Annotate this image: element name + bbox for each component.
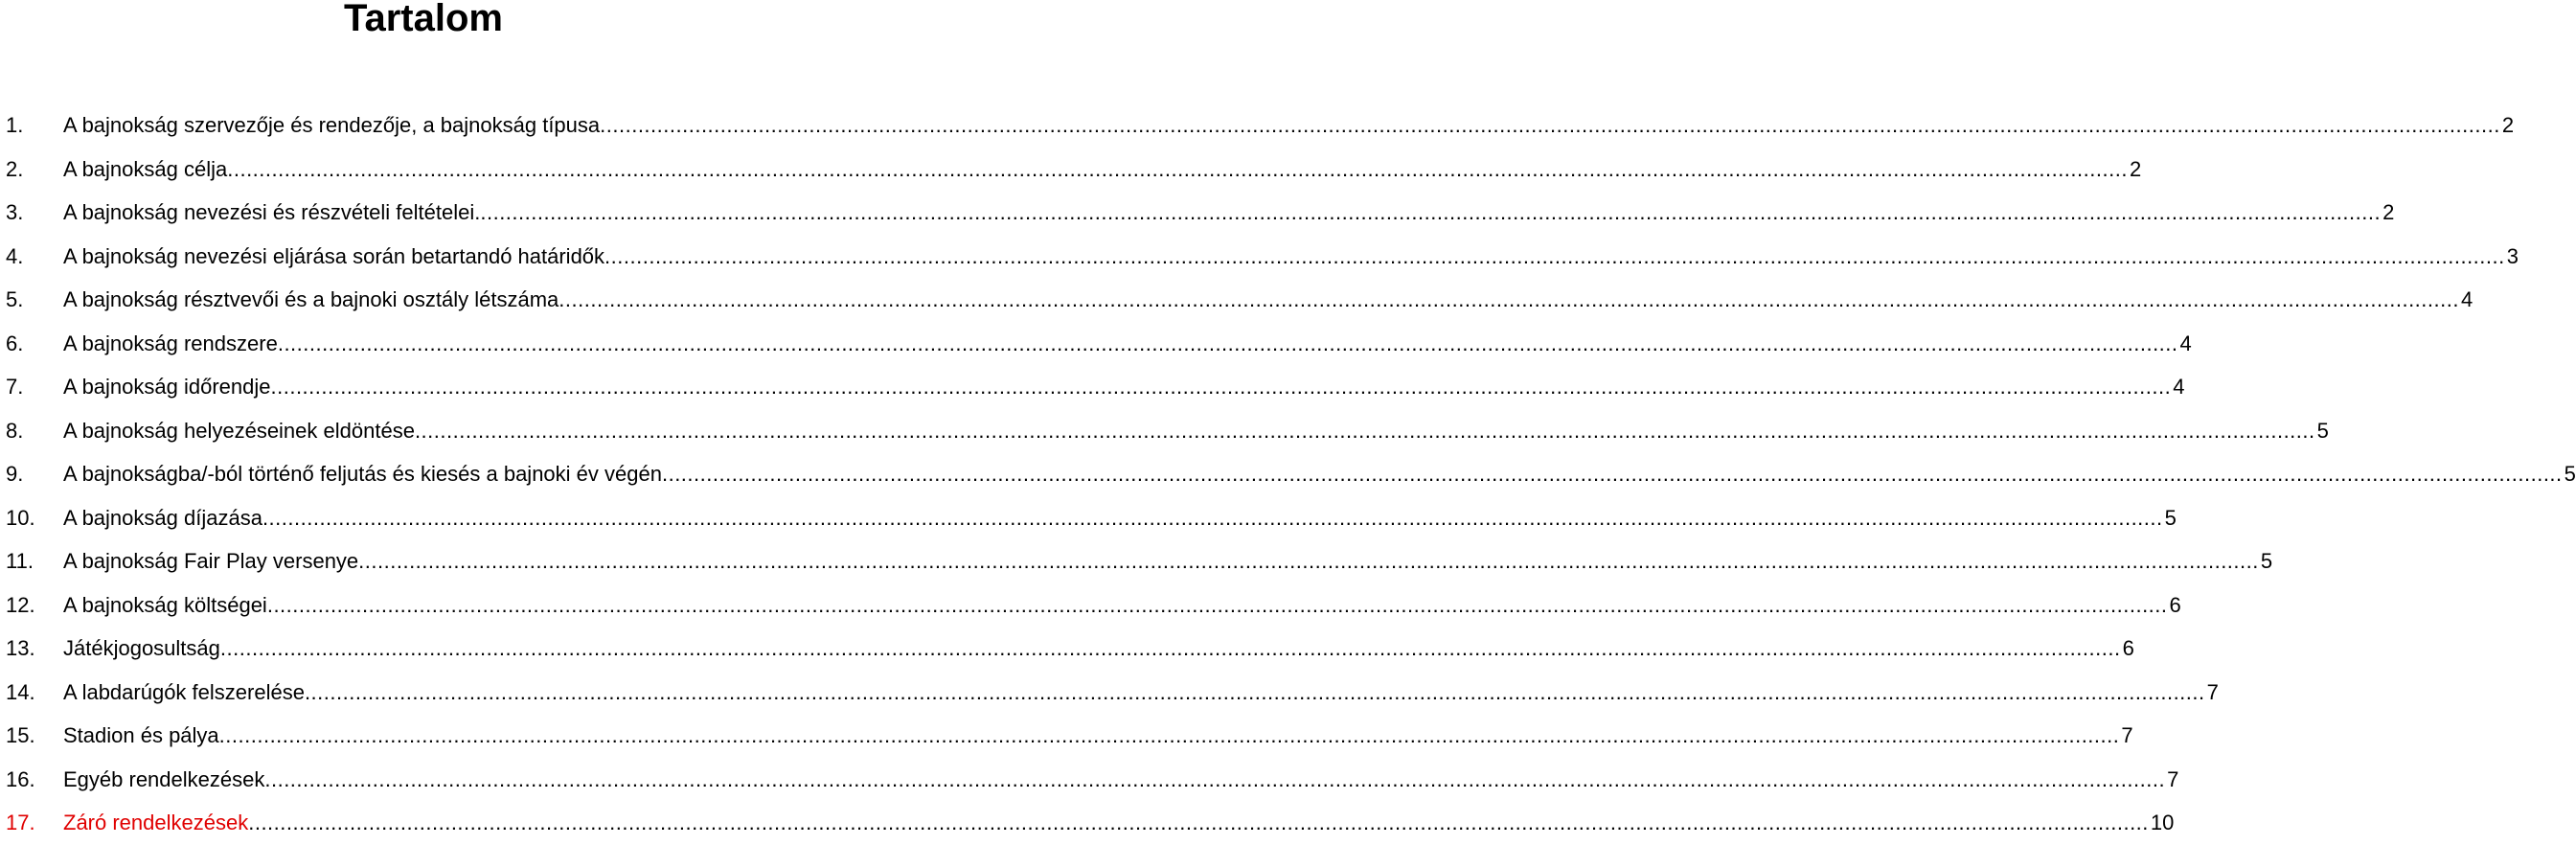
toc-entry-page: 10 [2150, 811, 2175, 834]
toc-entry-title: A bajnokság költségei [63, 592, 267, 617]
toc-entry-title: Záró rendelkezések [63, 811, 249, 834]
toc-entry-page: 4 [2179, 331, 2192, 355]
toc-entry[interactable] [0, 583, 2181, 628]
toc-entry-page: 3 [2506, 243, 2519, 268]
toc-entry-highlighted[interactable] [0, 801, 2175, 845]
dot-leader: ............................................................................................................................................................................................................................................................................................................ [227, 156, 2128, 181]
toc-entry-title: A bajnokság díjazása [63, 505, 262, 530]
toc-entry[interactable] [0, 627, 2134, 671]
toc-entry-title: A bajnokság Fair Play versenye [63, 549, 359, 573]
toc-entry-number: 17. [6, 811, 35, 834]
toc-entry-page: 4 [2460, 287, 2473, 311]
toc-entry-page: 5 [2164, 505, 2177, 530]
toc-entry-title: A bajnokság nevezési és részvételi feltételei. [63, 200, 481, 224]
toc-entry[interactable] [0, 539, 2273, 583]
toc-entry-number: 4. [6, 243, 24, 268]
toc-entry-number: 15. [6, 723, 35, 747]
toc-entry-number: 1. [6, 113, 24, 137]
dot-leader: ............................................................................................................................................................................................................................................................................................................ [661, 462, 2563, 486]
dot-leader: ............................................................................................................................................................................................................................................................................................................ [358, 549, 2259, 573]
toc-entry[interactable] [0, 714, 2133, 758]
toc-entry-page: 7 [2121, 723, 2133, 747]
toc-entry[interactable] [0, 365, 2185, 409]
toc-entry[interactable] [0, 148, 2142, 192]
dot-leader: ............................................................................................................................................................................................................................................................................................................ [264, 766, 2166, 791]
toc-entry[interactable] [0, 103, 2515, 148]
toc-entry[interactable] [0, 496, 2177, 540]
toc-entry-page: 5 [2316, 418, 2329, 443]
toc-entry-number: 10. [6, 505, 35, 530]
toc-entry-page: 6 [2169, 592, 2181, 617]
toc-entry-page: 7 [2206, 679, 2219, 704]
dot-leader: ............................................................................................................................................................................................................................................................................................................ [559, 287, 2459, 311]
toc-entry-number: 16. [6, 766, 35, 791]
toc-entry-page: 5 [2260, 549, 2273, 573]
toc-entry-number: 13. [6, 636, 35, 660]
toc-entry-title: A bajnokság időrendje [63, 375, 271, 399]
toc-entry[interactable] [0, 191, 2395, 235]
toc-entry-number: 6. [6, 331, 24, 355]
toc-entry-number: 14. [6, 679, 35, 704]
toc-entry-number: 5. [6, 287, 24, 311]
toc-entry-title: A bajnokság szervezője és rendezője, a bajnokság típusa [63, 113, 601, 137]
toc-entry-number: 7. [6, 375, 24, 399]
dot-leader: ............................................................................................................................................................................................................................................................................................................ [304, 679, 2205, 704]
toc-entry-number: 11. [6, 549, 34, 573]
dot-leader: ............................................................................................................................................................................................................................................................................................................ [218, 723, 2120, 747]
toc-entry-page: 6 [2122, 636, 2134, 660]
toc-entry[interactable] [0, 758, 2179, 802]
toc-entry[interactable] [0, 322, 2192, 366]
toc-entry[interactable] [0, 409, 2329, 453]
page-title: Tartalom [344, 0, 503, 39]
toc-entry-page: 2 [2129, 156, 2142, 181]
toc-entry-title: A bajnokság rendszere [63, 331, 278, 355]
dot-leader: ............................................................................................................................................................................................................................................................................................................ [277, 331, 2178, 355]
toc-entry-number: 9. [6, 462, 24, 486]
toc-entry[interactable] [0, 278, 2473, 322]
toc-entry-title: Egyéb rendelkezések [63, 766, 265, 791]
toc-entry-page: 4 [2173, 375, 2185, 399]
toc-entry[interactable] [0, 671, 2219, 715]
toc-entry-page: 5 [2564, 462, 2576, 486]
toc-entry-title: A bajnokságba/-ból történő feljutás és kiesés a bajnoki év végén [63, 462, 662, 486]
toc-entry-number: 2. [6, 156, 24, 181]
toc-entry-number: 12. [6, 592, 35, 617]
toc-entry-title: A bajnokság célja [63, 156, 228, 181]
toc-entry[interactable] [0, 452, 2576, 496]
toc-entry-title: A bajnokság helyezéseinek eldöntése [63, 418, 415, 443]
toc-entry-title: A bajnokság résztvevői és a bajnoki osztály létszáma [63, 287, 559, 311]
toc-entry-page: 2 [2501, 113, 2515, 137]
toc-entry-title: Játékjogosultság [63, 636, 220, 660]
dot-leader: ............................................................................................................................................................................................................................................................................................................ [414, 418, 2315, 443]
dot-leader: ............................................................................................................................................................................................................................................................................................................ [604, 243, 2505, 268]
dot-leader: ............................................................................................................................................................................................................................................................................................................ [219, 636, 2121, 660]
toc-entry-number: 8. [6, 418, 24, 443]
toc-entry-number: 3. [6, 200, 24, 224]
table-of-contents [0, 103, 2576, 845]
dot-leader: ............................................................................................................................................................................................................................................................................................................ [270, 375, 2172, 399]
dot-leader: ............................................................................................................................................................................................................................................................................................................ [248, 811, 2149, 834]
toc-entry-page: 7 [2167, 766, 2179, 791]
dot-leader: ............................................................................................................................................................................................................................................................................................................ [262, 505, 2163, 530]
dot-leader: ............................................................................................................................................................................................................................................................................................................ [480, 200, 2382, 224]
dot-leader: ............................................................................................................................................................................................................................................................................................................ [600, 113, 2500, 137]
toc-entry-title: A labdarúgók felszerelése [63, 679, 305, 704]
toc-entry[interactable] [0, 235, 2519, 279]
toc-entry-page: 2 [2382, 200, 2395, 224]
dot-leader: ............................................................................................................................................................................................................................................................................................................ [266, 592, 2168, 617]
toc-entry-title: Stadion és pálya [63, 723, 219, 747]
toc-entry-title: A bajnokság nevezési eljárása során betartandó határidők [63, 243, 605, 268]
